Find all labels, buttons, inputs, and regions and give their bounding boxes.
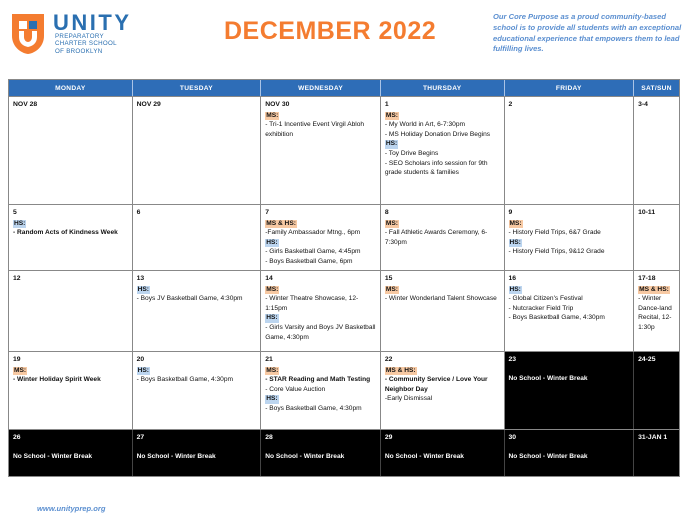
calendar-day-cell: [9, 352, 133, 429]
hs-label: HS:: [137, 285, 149, 293]
calendar-day-cell: [9, 271, 133, 351]
calendar-event: - SEO Scholars info session for 9th grade students & families: [384, 159, 488, 177]
weekday-header: WEDNESDAY: [261, 80, 381, 96]
calendar-event: - Community Service / Love Your Neighbor Day: [384, 376, 488, 393]
hs-label: HS:: [14, 219, 26, 227]
ms-label: MS:: [385, 285, 398, 293]
day-number: 8: [384, 209, 389, 216]
day-number: 13: [136, 275, 145, 282]
day-number: 3-4: [638, 101, 648, 108]
hs-label: HS:: [266, 238, 278, 246]
calendar-day-cell: [505, 205, 635, 270]
calendar-day-cell: [634, 352, 679, 429]
calendar-event: - Fall Athletic Awards Ceremony, 6-7:30pm: [384, 229, 488, 246]
ms-label: MS:: [509, 219, 522, 227]
calendar-event: - STAR Reading and Math Testing: [265, 376, 371, 384]
day-number: 21: [265, 356, 273, 363]
no-school-note: No School - Winter Break: [265, 452, 345, 460]
no-school-note: No School - Winter Break: [136, 452, 216, 460]
calendar-event: - History Field Trips, 9&12 Grade: [508, 248, 605, 256]
calendar-day-cell: [634, 430, 679, 476]
ms-label: MS:: [14, 366, 27, 374]
calendar-day-cell: [9, 97, 133, 204]
section-label-wrap: [13, 219, 129, 229]
calendar-day-cell: [261, 97, 381, 204]
section-label-wrap: [385, 285, 501, 295]
weekday-header: THURSDAY: [381, 80, 505, 96]
calendar-event: - Boys Basketball Game, 4:30pm: [136, 376, 234, 384]
calendar-event: - Tri-1 Incentive Event Virgil Abloh exhibition: [265, 121, 365, 138]
weekday-header: FRIDAY: [505, 80, 635, 96]
section-label-wrap: [265, 366, 377, 376]
calendar-week-row: [9, 351, 679, 429]
day-number: 17-18: [638, 275, 656, 282]
calendar-event: - Winter Wonderland Talent Showcase: [384, 295, 497, 303]
calendar-day-cell: [9, 205, 133, 270]
ms-label: MS:: [385, 111, 398, 119]
calendar-day-cell: [505, 352, 635, 429]
calendar-day-cell: [133, 352, 262, 429]
day-number: 22: [384, 356, 393, 363]
section-label-wrap: [13, 366, 129, 376]
calendar-event: - MS Holiday Donation Drive Begins: [384, 130, 491, 138]
ms-label: MS:: [266, 366, 279, 374]
section-label-wrap: [385, 111, 501, 121]
calendar-day-cell: [381, 271, 505, 351]
calendar-event: - Winter Dance-land Recital, 12-1:30p: [638, 295, 672, 331]
core-purpose-statement: Our Core Purpose as a proud community-based school is to provide all students with an exceptional educational experience that empowers them to lead fulfilling lives.: [493, 12, 682, 54]
day-number: 7: [265, 209, 270, 216]
day-number: 19: [13, 356, 21, 363]
weekday-header: SAT/SUN: [641, 84, 672, 92]
calendar-day-cell: [261, 205, 381, 270]
no-school-note: No School - Winter Break: [508, 452, 588, 460]
section-label-wrap: [265, 285, 377, 295]
ms-hs-label: MS & HS:: [385, 366, 416, 374]
calendar-event: - History Field Trips, 6&7 Grade: [508, 229, 601, 237]
calendar-day-cell: [634, 271, 679, 351]
day-number: 31-JAN 1: [638, 434, 668, 441]
calendar-grid: [8, 79, 680, 477]
weekday-header-row: [9, 80, 679, 96]
hs-label: HS:: [509, 285, 521, 293]
section-label-wrap: [385, 366, 501, 376]
section-label-wrap: [265, 238, 377, 248]
section-label-wrap: [265, 313, 377, 323]
calendar-event: - Boys JV Basketball Game, 4:30pm: [136, 295, 243, 303]
calendar-day-cell: [261, 271, 381, 351]
calendar-week-row: [9, 429, 679, 476]
unity-logo-icon: [10, 12, 46, 56]
section-label-wrap: [509, 285, 631, 295]
logo-subtitle-line: PREPARATORY: [55, 33, 104, 40]
calendar-event: - Girls Varsity and Boys JV Basketball Game, 4:30pm: [265, 323, 376, 341]
hs-label: HS:: [137, 366, 149, 374]
section-label-wrap: [509, 238, 631, 248]
day-number: 27: [136, 434, 145, 441]
calendar-event: - Winter Theatre Showcase, 12-1:15pm: [265, 295, 359, 312]
calendar-day-cell: [133, 271, 262, 351]
calendar-day-cell: [381, 352, 505, 429]
day-number: 10-11: [638, 209, 656, 216]
day-number: 30: [508, 434, 517, 441]
section-label-wrap: [509, 219, 631, 229]
day-number: 2: [508, 101, 513, 108]
calendar-day-cell: [133, 97, 262, 204]
calendar-day-cell: [381, 97, 505, 204]
logo-name: UNITY: [53, 10, 132, 35]
day-number: 16: [508, 275, 517, 282]
calendar-day-cell: [381, 205, 505, 270]
day-number: NOV 29: [136, 101, 161, 108]
section-label-wrap: [265, 111, 377, 121]
day-number: NOV 28: [13, 101, 38, 108]
calendar-day-cell: [634, 97, 679, 204]
calendar-event: - Girls Basketball Game, 4:45pm: [265, 248, 361, 256]
calendar-day-cell: [261, 430, 381, 476]
calendar-event: - Nutcracker Field Trip: [508, 304, 574, 312]
day-number: 23: [508, 356, 517, 363]
calendar-event: - Boys Basketball Game, 4:30pm: [508, 314, 605, 322]
section-label-wrap: [265, 219, 377, 229]
calendar-day-cell: [505, 430, 635, 476]
hs-label: HS:: [266, 395, 278, 403]
calendar-event: - Boys Basketball Game, 4:30pm: [265, 404, 362, 412]
logo-subtitle-line: OF BROOKLYN: [55, 47, 103, 55]
calendar-day-cell: [261, 352, 381, 429]
ms-label: MS:: [266, 111, 279, 119]
hs-label: HS:: [509, 238, 521, 246]
calendar-day-cell: [505, 97, 635, 204]
calendar-week-row: [9, 96, 679, 204]
ms-hs-label: MS & HS:: [266, 219, 296, 227]
ms-hs-label: MS & HS:: [639, 285, 669, 293]
day-number: NOV 30: [265, 101, 290, 108]
page-title: DECEMBER 2022: [224, 17, 437, 45]
day-number: 9: [508, 209, 513, 216]
day-number: 1: [384, 101, 389, 108]
calendar-day-cell: [505, 271, 635, 351]
weekday-header: MONDAY: [9, 80, 133, 96]
day-number: 12: [13, 275, 21, 282]
website-link[interactable]: www.unityprep.org: [37, 504, 106, 513]
calendar-day-cell: [634, 205, 679, 270]
section-label-wrap: [385, 219, 501, 229]
day-number: 15: [384, 275, 393, 282]
logo-subtitle-line: CHARTER SCHOOL: [55, 40, 117, 48]
section-label-wrap: [265, 394, 377, 404]
section-label-wrap: [137, 366, 258, 376]
section-label-wrap: [638, 285, 676, 295]
calendar-day-cell: [133, 205, 262, 270]
day-number: 14: [265, 275, 273, 282]
calendar-day-cell: [133, 430, 262, 476]
no-school-note: No School - Winter Break: [508, 374, 588, 382]
page-header: [0, 0, 696, 74]
calendar-event: - Global Citizen's Festival: [508, 295, 583, 303]
section-label-wrap: [385, 139, 501, 149]
calendar-day-cell: [381, 430, 505, 476]
calendar-event: - Core Value Auction: [265, 385, 326, 393]
day-number: 26: [13, 434, 21, 441]
calendar-event: - Toy Drive Begins: [384, 149, 439, 157]
calendar-event: -Family Ambassador Mtng., 6pm: [265, 229, 361, 237]
calendar-event: - Boys Basketball Game, 6pm: [265, 257, 353, 265]
hs-label: HS:: [385, 140, 398, 148]
day-number: 6: [136, 209, 141, 216]
day-number: 29: [384, 434, 393, 441]
ms-label: MS:: [385, 219, 398, 227]
calendar-event: -Early Dismissal: [384, 395, 433, 403]
day-number: 5: [13, 209, 17, 216]
calendar-event: - My World in Art, 6-7:30pm: [384, 121, 466, 129]
weekday-header: TUESDAY: [133, 80, 262, 96]
no-school-note: No School - Winter Break: [13, 452, 93, 460]
day-number: 24-25: [638, 356, 656, 363]
no-school-note: No School - Winter Break: [384, 452, 464, 460]
calendar-day-cell: [9, 430, 133, 476]
calendar-event: - Winter Holiday Spirit Week: [13, 376, 101, 384]
day-number: 20: [136, 356, 145, 363]
day-number: 28: [265, 434, 273, 441]
logo-subtitle: [55, 33, 117, 55]
calendar-week-row: [9, 270, 679, 351]
section-label-wrap: [137, 285, 258, 295]
hs-label: HS:: [266, 314, 278, 322]
calendar-week-row: [9, 204, 679, 270]
ms-label: MS:: [266, 285, 279, 293]
calendar-event: - Random Acts of Kindness Week: [13, 229, 118, 237]
